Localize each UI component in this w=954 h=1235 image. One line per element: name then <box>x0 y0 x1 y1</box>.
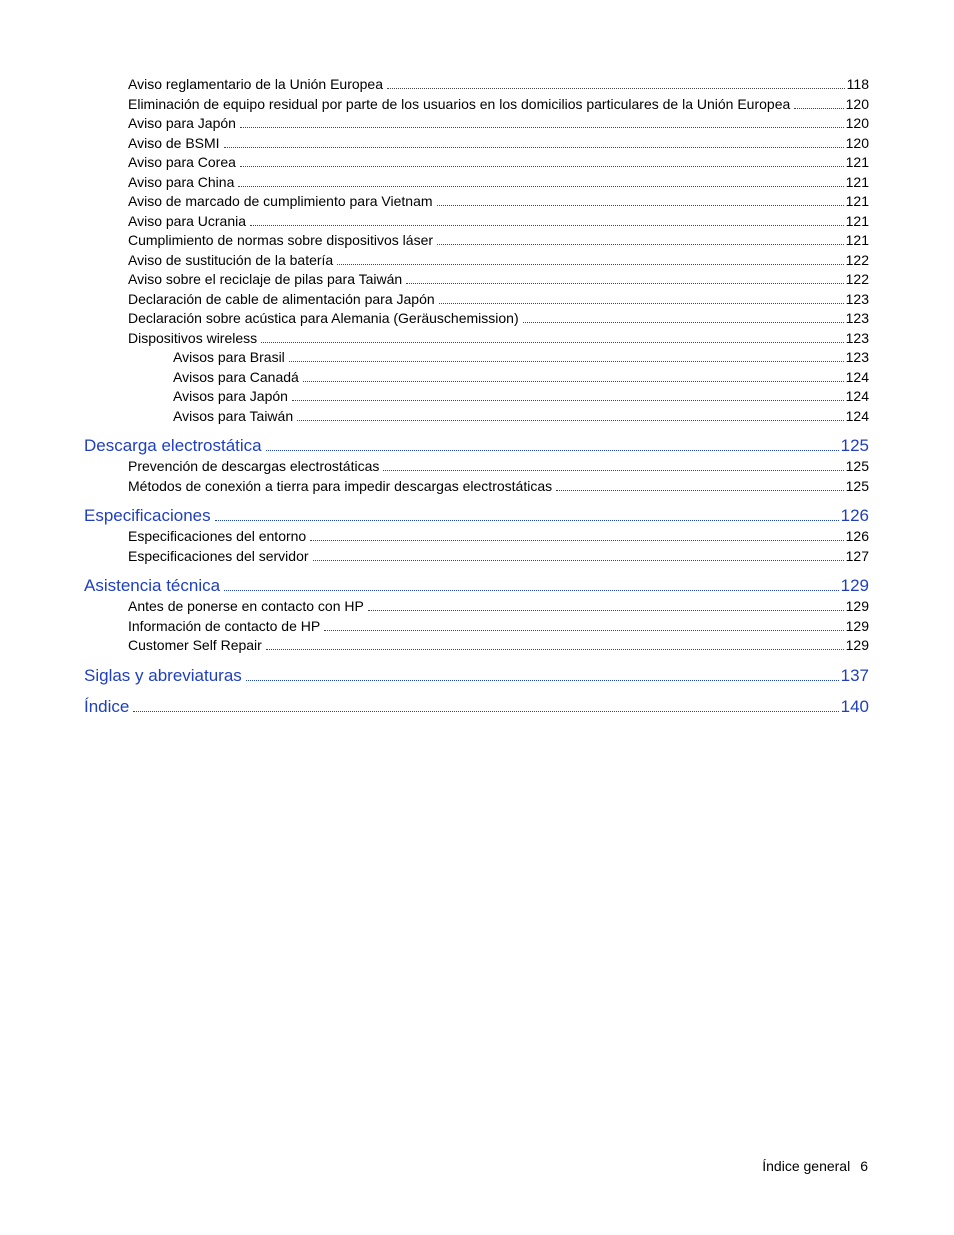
toc-entry-title: Avisos para Canadá <box>173 368 299 385</box>
footer-page-number: 6 <box>860 1158 868 1174</box>
toc-entry-link[interactable] <box>84 636 869 656</box>
toc-entry-link[interactable] <box>84 597 869 617</box>
toc-entry-title: Especificaciones <box>84 506 211 525</box>
toc-entry-title: Avisos para Japón <box>173 388 288 404</box>
toc-entry-title: Declaración sobre acústica para Alemania (Geräuschemission) <box>128 310 519 326</box>
toc-entry-link[interactable] <box>84 329 869 349</box>
dot-leader <box>383 470 843 471</box>
dot-leader <box>406 283 843 284</box>
toc-entry-link[interactable] <box>84 407 869 427</box>
toc-entry-link[interactable] <box>84 192 869 212</box>
dot-leader <box>523 322 844 323</box>
toc-entry-title: Declaración de cable de alimentación para Japón <box>128 290 435 307</box>
dot-leader <box>387 88 845 89</box>
toc-entry-page: 120 <box>845 134 869 151</box>
toc-entry-page: 124 <box>845 407 869 424</box>
toc-entry-title: Descarga electrostática <box>84 436 262 455</box>
toc-chapter-link[interactable] <box>84 435 869 457</box>
page-footer <box>762 1158 868 1174</box>
dot-leader <box>240 127 844 128</box>
dot-leader <box>310 540 843 541</box>
toc-entry-link[interactable] <box>84 75 869 95</box>
toc-entry-page: 120 <box>845 115 869 131</box>
toc-entry-title: Aviso para Japón <box>128 115 236 131</box>
toc-entry-title: Avisos para Brasil <box>173 349 285 365</box>
dot-leader <box>437 205 844 206</box>
toc-entry-title: Índice <box>84 696 130 716</box>
toc-entry-page: 129 <box>845 617 869 634</box>
toc-entry-link[interactable] <box>84 95 869 115</box>
dot-leader <box>224 590 839 591</box>
toc-entry-title: Eliminación de equipo residual por parte de los usuarios en los domicilios particulares de la Unión Europea <box>128 95 791 112</box>
dot-leader <box>215 520 839 521</box>
toc-entry-title: Información de contacto de HP <box>128 617 321 634</box>
toc-entry-link[interactable] <box>84 527 869 547</box>
toc-entry-title: Aviso para Ucrania <box>128 212 247 229</box>
toc-entry-page: 120 <box>845 95 869 112</box>
toc-entry-link[interactable] <box>84 134 869 154</box>
dot-leader <box>266 649 844 650</box>
toc-entry-link[interactable] <box>84 114 869 134</box>
toc-entry-link[interactable] <box>84 153 869 173</box>
toc-entry-title: Customer Self Repair <box>128 637 262 653</box>
toc-entry-page: 122 <box>845 251 869 268</box>
toc-entry-title: Avisos para Taiwán <box>173 407 294 424</box>
dot-leader <box>794 108 843 109</box>
toc-entry-link[interactable] <box>84 212 869 232</box>
toc-entry-title: Aviso para Corea <box>128 154 236 170</box>
dot-leader <box>246 680 839 681</box>
table-of-contents <box>84 75 869 718</box>
dot-leader <box>337 264 843 265</box>
dot-leader <box>324 630 843 631</box>
toc-entry-title: Dispositivos wireless <box>128 329 258 346</box>
toc-entry-link[interactable] <box>84 547 869 567</box>
toc-entry-link[interactable] <box>84 290 869 310</box>
toc-chapter-link[interactable] <box>84 696 869 718</box>
toc-entry-link[interactable] <box>84 387 869 407</box>
toc-entry-page: 121 <box>845 173 869 190</box>
dot-leader <box>439 303 844 304</box>
toc-entry-title: Aviso reglamentario de la Unión Europea <box>128 76 384 92</box>
toc-entry-link[interactable] <box>84 348 869 368</box>
dot-leader <box>303 381 844 382</box>
toc-entry-title: Métodos de conexión a tierra para impedir descargas electrostáticas <box>128 477 553 494</box>
dot-leader <box>368 610 844 611</box>
toc-entry-page: 118 <box>846 76 869 92</box>
toc-entry-title: Siglas y abreviaturas <box>84 665 242 685</box>
dot-leader <box>437 244 844 245</box>
dot-leader <box>240 166 844 167</box>
toc-entry-page: 125 <box>845 477 869 494</box>
toc-entry-link[interactable] <box>84 173 869 193</box>
toc-entry-page: 129 <box>840 576 869 595</box>
toc-entry-page: 140 <box>840 696 869 716</box>
toc-entry-title: Prevención de descargas electrostáticas <box>128 458 380 474</box>
toc-entry-title: Especificaciones del servidor <box>128 547 309 564</box>
toc-entry-title: Especificaciones del entorno <box>128 528 307 544</box>
toc-entry-page: 124 <box>845 368 869 385</box>
toc-entry-page: 121 <box>845 193 869 209</box>
dot-leader <box>292 400 844 401</box>
dot-leader <box>297 420 844 421</box>
toc-entry-page: 124 <box>845 388 869 404</box>
toc-entry-link[interactable] <box>84 457 869 477</box>
toc-entry-title: Aviso de marcado de cumplimiento para Vietnam <box>128 193 433 209</box>
toc-entry-page: 129 <box>845 598 869 614</box>
toc-entry-link[interactable] <box>84 477 869 497</box>
toc-chapter-link[interactable] <box>84 665 869 687</box>
toc-entry-title: Asistencia técnica <box>84 576 221 595</box>
toc-entry-page: 126 <box>840 506 869 525</box>
toc-entry-title: Aviso de sustitución de la batería <box>128 251 334 268</box>
toc-entry-page: 125 <box>840 436 869 455</box>
toc-chapter-link[interactable] <box>84 575 869 597</box>
toc-entry-page: 122 <box>845 271 869 287</box>
footer-section-title: Índice general <box>762 1158 851 1174</box>
toc-entry-page: 129 <box>845 637 869 653</box>
toc-entry-link[interactable] <box>84 309 869 329</box>
toc-entry-title: Aviso de BSMI <box>128 134 220 151</box>
dot-leader <box>556 490 844 491</box>
toc-entry-page: 123 <box>845 349 869 365</box>
dot-leader <box>266 450 839 451</box>
toc-entry-page: 125 <box>845 458 869 474</box>
dot-leader <box>224 147 844 148</box>
dot-leader <box>133 711 838 712</box>
toc-entry-link[interactable] <box>84 368 869 388</box>
toc-entry-title: Aviso sobre el reciclaje de pilas para Taiwán <box>128 271 403 287</box>
dot-leader <box>313 560 844 561</box>
dot-leader <box>250 225 844 226</box>
dot-leader <box>261 342 843 343</box>
toc-entry-page: 121 <box>845 232 869 248</box>
toc-entry-link[interactable] <box>84 231 869 251</box>
toc-entry-link[interactable] <box>84 617 869 637</box>
toc-entry-page: 121 <box>845 212 869 229</box>
toc-entry-link[interactable] <box>84 270 869 290</box>
toc-entry-page: 123 <box>845 329 869 346</box>
toc-entry-title: Cumplimiento de normas sobre dispositivos láser <box>128 232 434 248</box>
toc-entry-title: Aviso para China <box>128 173 235 190</box>
toc-chapter-link[interactable] <box>84 505 869 527</box>
toc-entry-page: 123 <box>845 310 869 326</box>
toc-entry-page: 127 <box>845 547 869 564</box>
dot-leader <box>238 186 843 187</box>
toc-entry-page: 121 <box>845 154 869 170</box>
toc-entry-page: 126 <box>845 528 869 544</box>
toc-entry-page: 137 <box>840 665 869 685</box>
toc-entry-page: 123 <box>845 290 869 307</box>
dot-leader <box>289 361 844 362</box>
toc-entry-title: Antes de ponerse en contacto con HP <box>128 598 364 614</box>
toc-entry-link[interactable] <box>84 251 869 271</box>
